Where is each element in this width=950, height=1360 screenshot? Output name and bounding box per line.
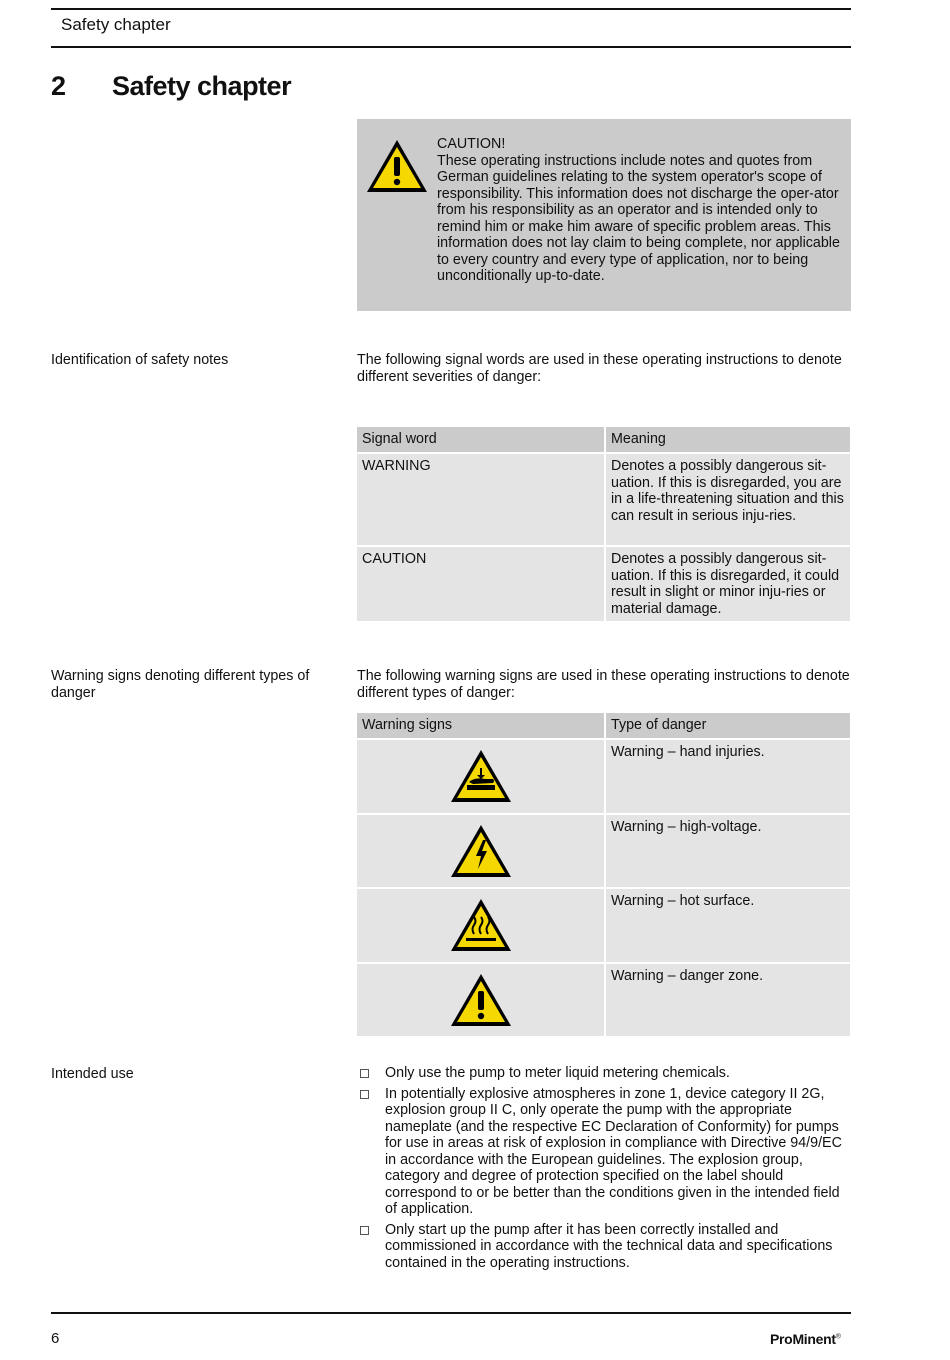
meaning-cell: Denotes a possibly dangerous sit-uation. If this is disregarded, you are in a life-threatening situation and this can result in serious inju-ries. [606,454,850,545]
column-header-signal-word: Signal word [357,427,604,452]
hot-surface-warning-icon [449,897,513,953]
table-header-row [357,427,850,452]
caution-heading: CAUTION! [437,136,506,152]
hand-injury-warning-icon [449,748,513,804]
column-header-meaning: Meaning [606,427,850,452]
warning-signs-label: Warning signs denoting different types of danger [51,668,310,701]
warning-signs-table [355,711,852,1038]
signal-word-cell: CAUTION [357,547,604,621]
caution-text-block [437,136,845,285]
square-bullet-icon [360,1226,369,1235]
list-item-text: In potentially explosive atmospheres in zone 1, device category II 2G, explosion group II C, only operate the pump with the appropriate nameplate (and the respective EC Declaration of Conformity) for pumps for use in areas at risk of explosion in compliance with Directive 94/9/EC in accordance with the European guidelines. The explosion group, category and degree of protection specified on the label should correspond to or be better than the conditions given in the intended field of application. [385,1085,842,1217]
warning-sign-cell [357,740,604,813]
table-row [357,740,850,813]
signal-word-table [355,425,852,623]
footer-rule [51,1312,851,1314]
safety-notes-label: Identification of safety notes [51,352,229,368]
meaning-cell: Denotes a possibly dangerous sit-uation. If this is disregarded, it could result in slight or minor inju-ries or material damage. [606,547,850,621]
type-of-danger-cell: Warning – danger zone. [606,964,850,1037]
type-of-danger-cell: Warning – hot surface. [606,889,850,962]
table-row [357,964,850,1037]
caution-body: These operating instructions include notes and quotes from German guidelines relating to the system operator's scope of responsibility. This information does not discharge the oper-ator from his responsibility as an operator and is intended only to remind him or make him aware of specific problem areas. This information does not lay claim to being complete, nor applicable to every country and every type of application, nor to being unconditionally up-to-date. [437,152,840,284]
list-item-text: Only use the pump to meter liquid metering chemicals. [385,1065,730,1081]
brand-registered-mark: ® [835,1333,841,1341]
warning-sign-cell [357,889,604,962]
warning-sign-cell [357,815,604,888]
warning-signs-intro: The following warning signs are used in these operating instructions to denote different types of danger: [357,668,850,701]
type-of-danger-cell: Warning – hand injuries. [606,740,850,813]
intended-use-label: Intended use [51,1066,134,1082]
header-bottom-rule [51,46,851,48]
intended-use-list [357,1065,851,1275]
page-number: 6 [51,1330,60,1347]
list-item [357,1222,851,1272]
danger-zone-warning-icon [449,972,513,1028]
square-bullet-icon [360,1090,369,1099]
column-header-warning-signs: Warning signs [357,713,604,738]
table-row [357,547,850,621]
header-top-rule [51,8,851,10]
general-warning-icon [365,138,429,194]
warning-sign-cell [357,964,604,1037]
table-row [357,454,850,545]
chapter-title: Safety chapter [112,71,292,101]
type-of-danger-cell: Warning – high-voltage. [606,815,850,888]
list-item-text: Only start up the pump after it has been correctly installed and commissioned in accordance with the technical data and specifications contained in the operating instructions. [385,1221,833,1271]
table-row [357,889,850,962]
brand-logo [770,1331,841,1347]
signal-word-cell: WARNING [357,454,604,545]
table-row [357,815,850,888]
chapter-number: 2 [51,71,66,101]
list-item [357,1086,851,1218]
brand-name: ProMinent [770,1331,836,1347]
table-header-row [357,713,850,738]
column-header-type-of-danger: Type of danger [606,713,850,738]
safety-notes-intro: The following signal words are used in these operating instructions to denote different severities of danger: [357,352,842,385]
high-voltage-warning-icon [449,823,513,879]
square-bullet-icon [360,1069,369,1078]
list-item [357,1065,851,1082]
running-header-title: Safety chapter [61,15,171,34]
